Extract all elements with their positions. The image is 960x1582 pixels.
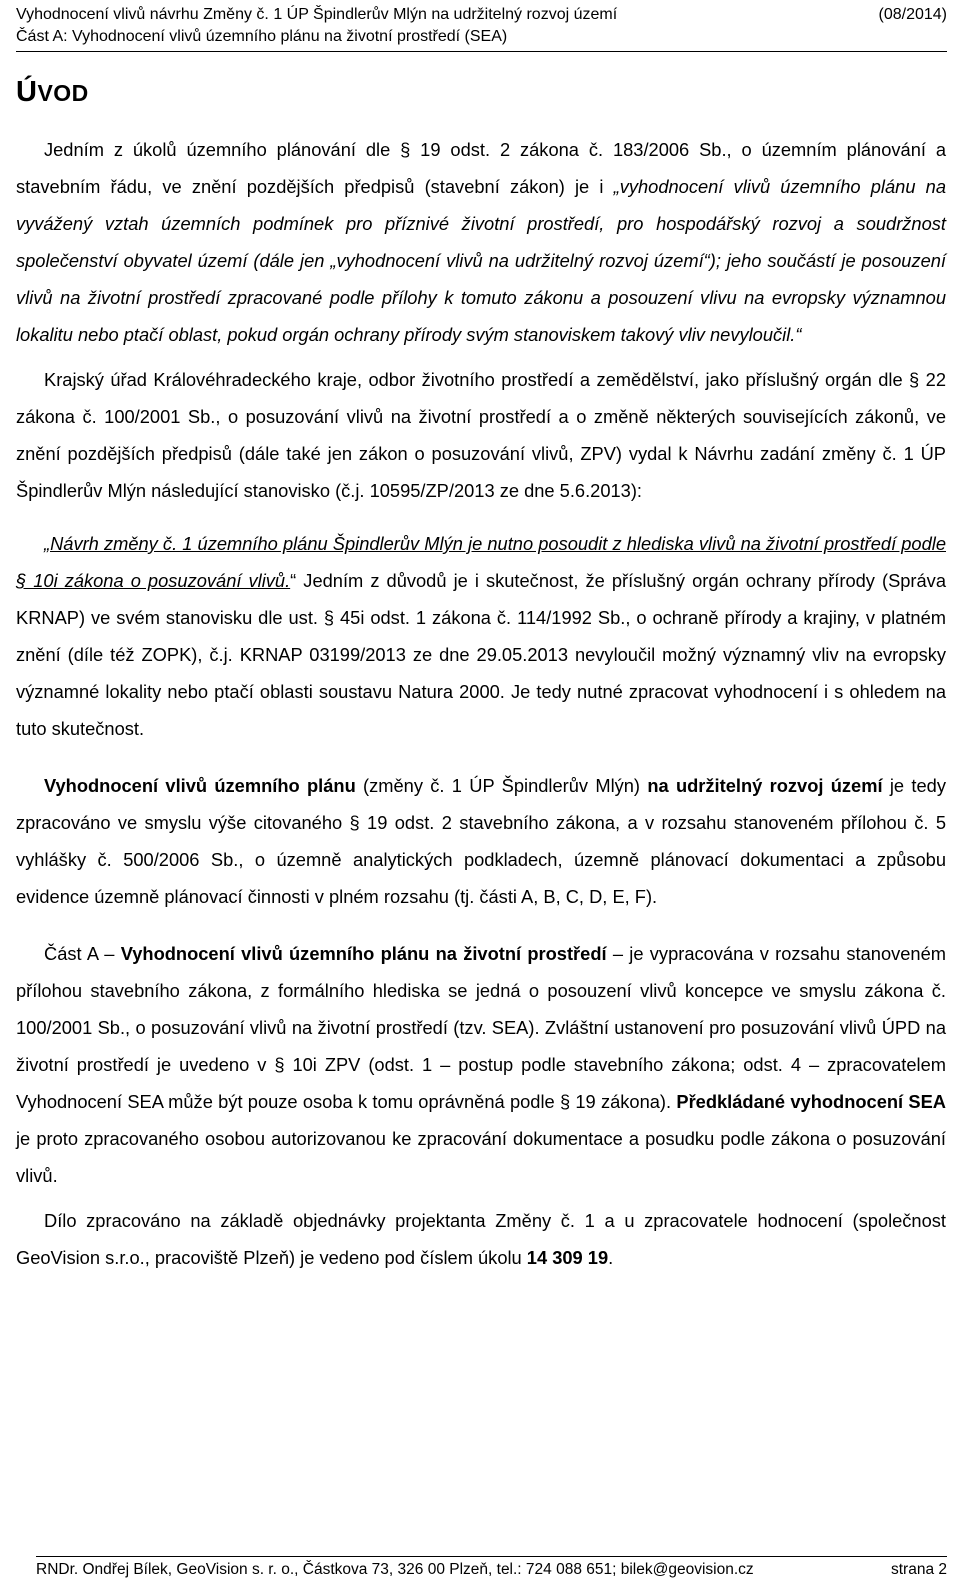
cast-a-text-1: – je vypracována v rozsahu stanoveném přílohou stavebního zákona, z formálního hlediska se jedná o posouzení vlivů koncepce ve smyslu zákona č. 100/2001 Sb., o posuzování vlivů na životní prostředí (tzv. SEA). Zvláštní ustanovení pro posuzování vlivů ÚPD na životní prostředí je uvedeno v § 10i ZPV (odst. 1 – postup podle stavebního zákona; odst. 4 – zpracovatelem Vyhodnocení SEA může být pouze osoba k tomu oprávněná podle § 19 zákona).: [16, 943, 947, 1112]
heading-first-letter: Ú: [16, 76, 38, 108]
stanovisko-text: “ Jedním z důvodů je i skutečnost, že příslušný orgán ochrany přírody (Správa KRNAP) ve svém stanovisku dle ust. § 45i odst. 1 zákona č. 114/1992 Sb., o ochraně přírody a krajiny, v platném znění (díle též ZOPK), č.j. KRNAP 03199/2013 ze dne 29.05.2013 nevyloučil možný významný vliv na evropsky významné lokality nebo ptačí oblasti soustavu Natura 2000. Je tedy nutné zpracovat vyhodnocení i s ohledem na tuto skutečnost.: [16, 570, 946, 739]
header-date: (08/2014): [878, 6, 947, 23]
predkladane-sea: Předkládané vyhodnocení SEA: [676, 1091, 946, 1112]
dilo-end: .: [608, 1247, 614, 1268]
paragraph-stanovisko: [16, 525, 946, 747]
footer-page-number: strana 2: [890, 1561, 947, 1578]
udrzitelny-rozvoj-term: na udržitelný rozvoj území: [647, 775, 883, 796]
page-footer: [36, 1556, 947, 1579]
document-body: [16, 131, 946, 1276]
heading-rest: VOD: [37, 80, 89, 106]
paragraph-krajsky-urad: Krajský úřad Královéhradeckého kraje, odbor životního prostředí a zemědělství, jako příslušný orgán dle § 22 zákona č. 100/2001 Sb., o posuzování vlivů na životní prostředí a o změně některých souvisejících zákonů, ve znění pozdějších předpisů (dále také jen zákon o posuzování vlivů, ZPV) vydal k Návrhu zadání změny č. 1 ÚP Špindlerův Mlýn následující stanovisko (č.j. 10595/ZP/2013 ze dne 5.6.2013):: [16, 369, 946, 501]
ukol-number: 14 309 19: [526, 1247, 609, 1268]
footer-author: RNDr. Ondřej Bílek, GeoVision s. r. o., Částkova 73, 326 00 Plzeň, tel.: 724 088 651; bilek@geovision.cz: [36, 1561, 754, 1578]
paragraph-dilo: [16, 1202, 946, 1276]
cast-a-label: Část A –: [44, 943, 121, 964]
stanovisko-quote: „Návrh změny č. 1 územního plánu Špindlerův Mlýn je nutno posoudit z hlediska vlivů na životní prostředí podle § 10i zákona o posuzování vlivů.: [16, 533, 946, 591]
vyhodnoceni-text-1: (změny č. 1 ÚP Špindlerův Mlýn): [355, 775, 648, 796]
header-title-line1: Vyhodnocení vlivů návrhu Změny č. 1 ÚP Špindlerův Mlýn na udržitelný rozvoj území: [16, 6, 618, 23]
header-row-1: [16, 4, 947, 26]
vyhodnoceni-term: Vyhodnocení vlivů územního plánu: [44, 775, 356, 796]
header-row-2: [16, 26, 947, 48]
intro-text: Jedním z úkolů územního plánování dle § 19 odst. 2 zákona č. 183/2006 Sb., o územním plánování a stavebním řádu, ve znění pozdějších předpisů (stavební zákon) je i: [16, 139, 946, 197]
dilo-text: Dílo zpracováno na základě objednávky projektanta Změny č. 1 a u zpracovatele hodnocení (společnost GeoVision s.r.o., pracoviště Plzeň) je vedeno pod číslem úkolu: [16, 1210, 946, 1268]
section-heading: [16, 74, 89, 111]
page-header: [16, 4, 947, 52]
paragraph-intro: [16, 131, 946, 353]
paragraph-cast-a: [16, 935, 946, 1194]
cast-a-text-2: je proto zpracovaného osobou autorizovanou ke zpracování dokumentace a posudku podle zákona o posuzování vlivů.: [16, 1128, 946, 1186]
cast-a-title: Vyhodnocení vlivů územního plánu na životní prostředí: [120, 943, 607, 964]
header-title-line2: Část A: Vyhodnocení vlivů územního plánu na životní prostředí (SEA): [16, 28, 508, 45]
paragraph-vyhodnoceni: [16, 767, 946, 915]
vyhodnoceni-text-2: je tedy zpracováno ve smyslu výše citovaného § 19 odst. 2 stavebního zákona, a v rozsahu stanoveném přílohou č. 5 vyhlášky č. 500/2006 Sb., o územně analytických podkladech, územně plánovací dokumentaci a způsobu evidence územně plánovací činnosti v plném rozsahu (tj. části A, B, C, D, E, F).: [16, 775, 946, 907]
intro-quote: „vyhodnocení vlivů územního plánu na vyvážený vztah územních podmínek pro příznivé životní prostředí, pro hospodářský rozvoj a soudržnost společenství obyvatel území (dále jen „vyhodnocení vlivů na udržitelný rozvoj území“); jeho součástí je posouzení vlivů na životní prostředí zpracované podle přílohy k tomuto zákonu a posouzení vlivu na evropsky významnou lokalitu nebo ptačí oblast, pokud orgán ochrany přírody svým stanoviskem takový vliv nevyloučil.“: [16, 176, 946, 345]
